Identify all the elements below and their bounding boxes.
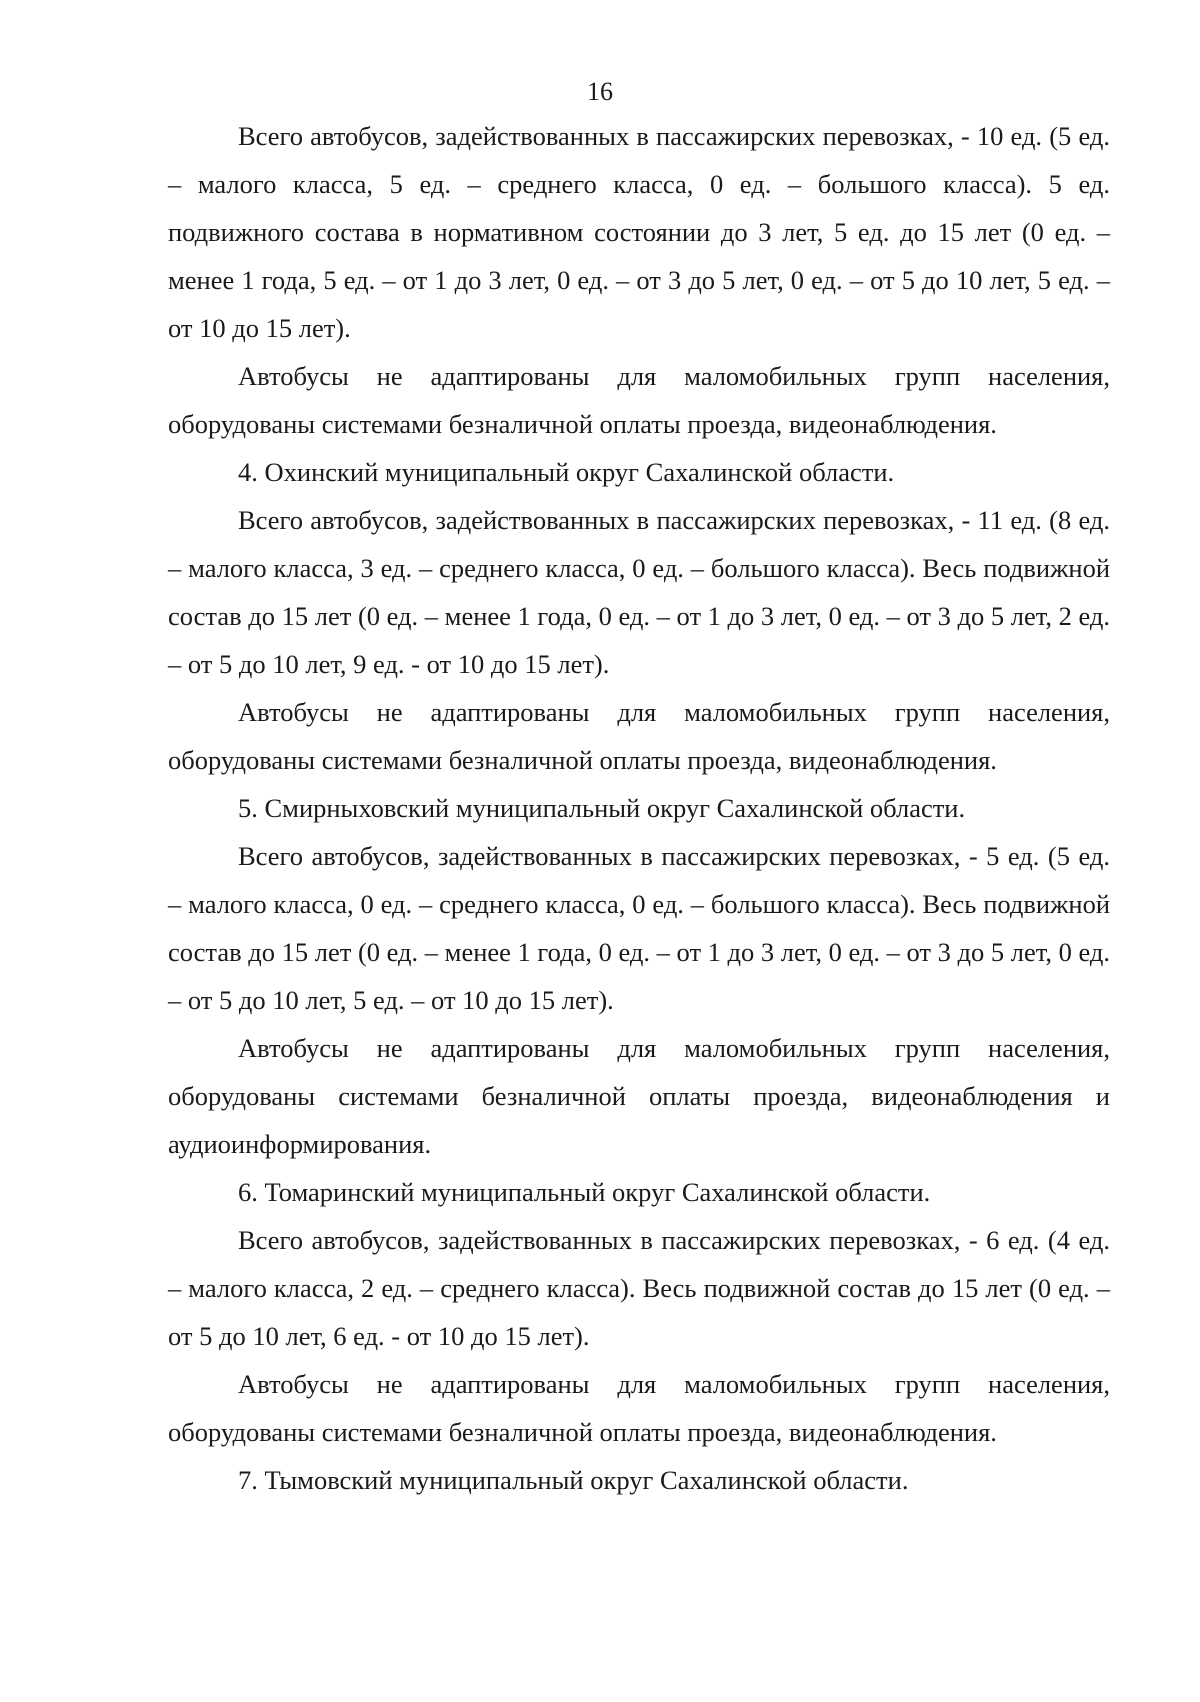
document-body	[168, 112, 1110, 1504]
section-heading-tomari: 6. Томаринский муниципальный округ Сахалинской области.	[238, 1177, 931, 1207]
paragraph-okha-equipment: Автобусы не адаптированы для маломобильных групп населения, оборудованы системами безналичной оплаты проезда, видеонаблюдения.	[168, 697, 1110, 775]
paragraph-okha-fleet: Всего автобусов, задействованных в пассажирских перевозках, - 11 ед. (8 ед. – малого класса, 3 ед. – среднего класса, 0 ед. – большого класса). Весь подвижной состав до 15 лет (0 ед. – менее 1 года, 0 ед. – от 1 до 3 лет, 0 ед. – от 3 до 5 лет, 2 ед. – от 5 до 10 лет, 9 ед. - от 10 до 15 лет).	[168, 505, 1110, 679]
section-heading-okha: 4. Охинский муниципальный округ Сахалинской области.	[238, 457, 895, 487]
paragraph-tomari-fleet: Всего автобусов, задействованных в пассажирских перевозках, - 6 ед. (4 ед. – малого класса, 2 ед. – среднего класса). Весь подвижной состав до 15 лет (0 ед. – от 5 до 10 лет, 6 ед. - от 10 до 15 лет).	[168, 1225, 1110, 1351]
paragraph-tomari-equipment: Автобусы не адаптированы для маломобильных групп населения, оборудованы системами безналичной оплаты проезда, видеонаблюдения.	[168, 1369, 1110, 1447]
page-number: 16	[587, 77, 613, 106]
section-heading-smirnykh: 5. Смирныховский муниципальный округ Сахалинской области.	[238, 793, 966, 823]
paragraph-bus-fleet-summary: Всего автобусов, задействованных в пассажирских перевозках, - 10 ед. (5 ед. – малого класса, 5 ед. – среднего класса, 0 ед. – большого класса). 5 ед. подвижного состава в нормативном состоянии до 3 лет, 5 ед. до 15 лет (0 ед. – менее 1 года, 5 ед. – от 1 до 3 лет, 0 ед. – от 3 до 5 лет, 0 ед. – от 5 до 10 лет, 5 ед. – от 10 до 15 лет).	[168, 121, 1110, 343]
paragraph-bus-equipment: Автобусы не адаптированы для маломобильных групп населения, оборудованы системами безналичной оплаты проезда, видеонаблюдения.	[168, 361, 1110, 439]
section-heading-tymovsk: 7. Тымовский муниципальный округ Сахалинской области.	[238, 1465, 909, 1495]
paragraph-smirnykh-fleet: Всего автобусов, задействованных в пассажирских перевозках, - 5 ед. (5 ед. – малого класса, 0 ед. – среднего класса, 0 ед. – большого класса). Весь подвижной состав до 15 лет (0 ед. – менее 1 года, 0 ед. – от 1 до 3 лет, 0 ед. – от 3 до 5 лет, 0 ед. – от 5 до 10 лет, 5 ед. – от 10 до 15 лет).	[168, 841, 1110, 1015]
paragraph-smirnykh-equipment: Автобусы не адаптированы для маломобильных групп населения, оборудованы системами безналичной оплаты проезда, видеонаблюдения и аудиоинформирования.	[168, 1033, 1110, 1159]
